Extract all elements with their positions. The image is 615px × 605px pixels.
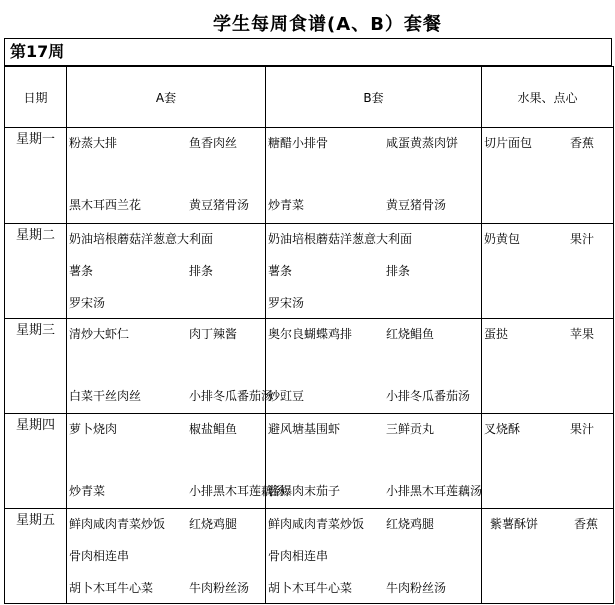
dish-line — [69, 327, 238, 341]
dish-item: 排条 — [386, 264, 411, 278]
dish-item: 奥尔良蝴蝶鸡排 — [268, 327, 353, 341]
dish-line — [69, 198, 250, 212]
fruit-cell — [482, 414, 614, 509]
dish-item: 避风塘基围虾 — [268, 422, 341, 436]
dish-item: 奶油培根蘑菇洋葱意大利面 — [69, 232, 214, 246]
dish-item: 切片面包 — [484, 136, 533, 150]
dish-item: 鱼香肉丝 — [189, 136, 238, 150]
header-b: B套 — [266, 67, 482, 128]
fruit-cell — [482, 319, 614, 414]
dish-item: 三鲜贡丸 — [386, 422, 435, 436]
header-fruit: 水果、点心 — [482, 67, 614, 128]
dish-item: 果汁 — [570, 232, 595, 246]
dish-line — [268, 389, 471, 403]
dish-line — [268, 581, 447, 595]
week-label: 第17周 — [4, 38, 612, 66]
dish-line — [268, 264, 411, 278]
dish-line — [69, 549, 129, 563]
a-cell — [67, 128, 266, 224]
menu-row — [5, 414, 614, 509]
dish-item: 小排冬瓜番茄汤 — [386, 389, 471, 403]
dish-line — [484, 136, 595, 150]
day-cell: 星期二 — [5, 224, 67, 319]
dish-item: 黑木耳西兰花 — [69, 198, 142, 212]
dish-item: 萝卜烧肉 — [69, 422, 118, 436]
dish-item: 酱爆肉末茄子 — [268, 484, 341, 498]
dish-item: 罗宋汤 — [268, 296, 305, 310]
dish-item: 叉烧酥 — [484, 422, 521, 436]
dish-line — [490, 517, 599, 531]
dish-item: 炒青菜 — [69, 484, 106, 498]
dish-item: 牛肉粉丝汤 — [189, 581, 250, 595]
day-cell: 星期三 — [5, 319, 67, 414]
dish-line — [268, 198, 447, 212]
a-cell — [67, 319, 274, 414]
dish-item: 小排黑木耳莲藕汤 — [189, 484, 286, 498]
dish-item: 咸蛋黄蒸肉饼 — [386, 136, 459, 150]
a-cell — [67, 509, 266, 604]
b-cell — [266, 128, 482, 224]
dish-item: 牛肉粉丝汤 — [386, 581, 447, 595]
dish-item: 椒盐鲳鱼 — [189, 422, 238, 436]
dish-line — [268, 484, 483, 498]
dish-line — [69, 422, 238, 436]
header-row — [5, 67, 614, 128]
dish-line — [69, 389, 274, 403]
dish-item: 清炒大虾仁 — [69, 327, 130, 341]
header-day: 日期 — [5, 67, 67, 128]
dish-item: 小排冬瓜番茄汤 — [189, 389, 274, 403]
dish-item: 奶黄包 — [484, 232, 521, 246]
menu-row — [5, 128, 614, 224]
dish-line — [268, 327, 435, 341]
dish-item: 紫薯酥饼 — [490, 517, 539, 531]
dish-item: 黄豆猪骨汤 — [189, 198, 250, 212]
dish-item: 胡卜木耳牛心菜 — [268, 581, 353, 595]
a-cell — [67, 414, 286, 509]
dish-line — [484, 327, 595, 341]
dish-line — [268, 296, 304, 310]
dish-item: 粉蒸大排 — [69, 136, 118, 150]
menu-row — [5, 509, 614, 604]
dish-line — [69, 517, 238, 531]
dish-item: 肉丁辣酱 — [189, 327, 238, 341]
dish-item: 骨肉相连串 — [268, 549, 329, 563]
dish-item: 黄豆猪骨汤 — [386, 198, 447, 212]
b-cell — [266, 509, 482, 604]
menu-row — [5, 224, 614, 319]
menu-row — [5, 319, 614, 414]
dish-item: 骨肉相连串 — [69, 549, 130, 563]
dish-line — [268, 549, 328, 563]
dish-item: 红烧鸡腿 — [386, 517, 435, 531]
day-cell: 星期五 — [5, 509, 67, 604]
dish-line — [268, 232, 412, 246]
fruit-cell — [482, 224, 614, 319]
dish-line — [268, 136, 459, 150]
dish-item: 小排黑木耳莲藕汤 — [386, 484, 483, 498]
dish-item: 炒豇豆 — [268, 389, 305, 403]
header-a: A套 — [67, 67, 266, 128]
dish-line — [69, 296, 105, 310]
b-cell — [266, 319, 482, 414]
dish-line — [484, 232, 595, 246]
dish-item: 鲜肉咸肉青菜炒饭 — [69, 517, 166, 531]
dish-item: 鲜肉咸肉青菜炒饭 — [268, 517, 365, 531]
b-cell — [266, 224, 482, 319]
dish-item: 薯条 — [268, 264, 293, 278]
dish-item: 红烧鲳鱼 — [386, 327, 435, 341]
dish-item: 白菜干丝肉丝 — [69, 389, 142, 403]
dish-line — [69, 264, 214, 278]
dish-item: 红烧鸡腿 — [189, 517, 238, 531]
dish-line — [69, 484, 286, 498]
dish-line — [268, 422, 435, 436]
dish-item: 香蕉 — [574, 517, 599, 531]
fruit-cell — [482, 509, 614, 604]
dish-item: 炒青菜 — [268, 198, 305, 212]
day-cell: 星期四 — [5, 414, 67, 509]
dish-line — [268, 517, 435, 531]
day-cell: 星期一 — [5, 128, 67, 224]
b-cell — [266, 414, 482, 509]
fruit-cell — [482, 128, 614, 224]
dish-line — [69, 581, 250, 595]
dish-item: 香蕉 — [570, 136, 595, 150]
page-title: 学生每周食谱(A、B）套餐 — [213, 14, 442, 35]
dish-item: 薯条 — [69, 264, 94, 278]
dish-line — [69, 136, 238, 150]
dish-item: 蛋挞 — [484, 327, 509, 341]
dish-item: 糖醋小排骨 — [268, 136, 329, 150]
dish-line — [484, 422, 595, 436]
menu-table — [4, 66, 614, 604]
dish-item: 罗宋汤 — [69, 296, 106, 310]
dish-item: 果汁 — [570, 422, 595, 436]
dish-line — [69, 232, 213, 246]
dish-item: 胡卜木耳牛心菜 — [69, 581, 154, 595]
a-cell — [67, 224, 266, 319]
dish-item: 排条 — [189, 264, 214, 278]
dish-item: 苹果 — [570, 327, 595, 341]
dish-item: 奶油培根蘑菇洋葱意大利面 — [268, 232, 413, 246]
